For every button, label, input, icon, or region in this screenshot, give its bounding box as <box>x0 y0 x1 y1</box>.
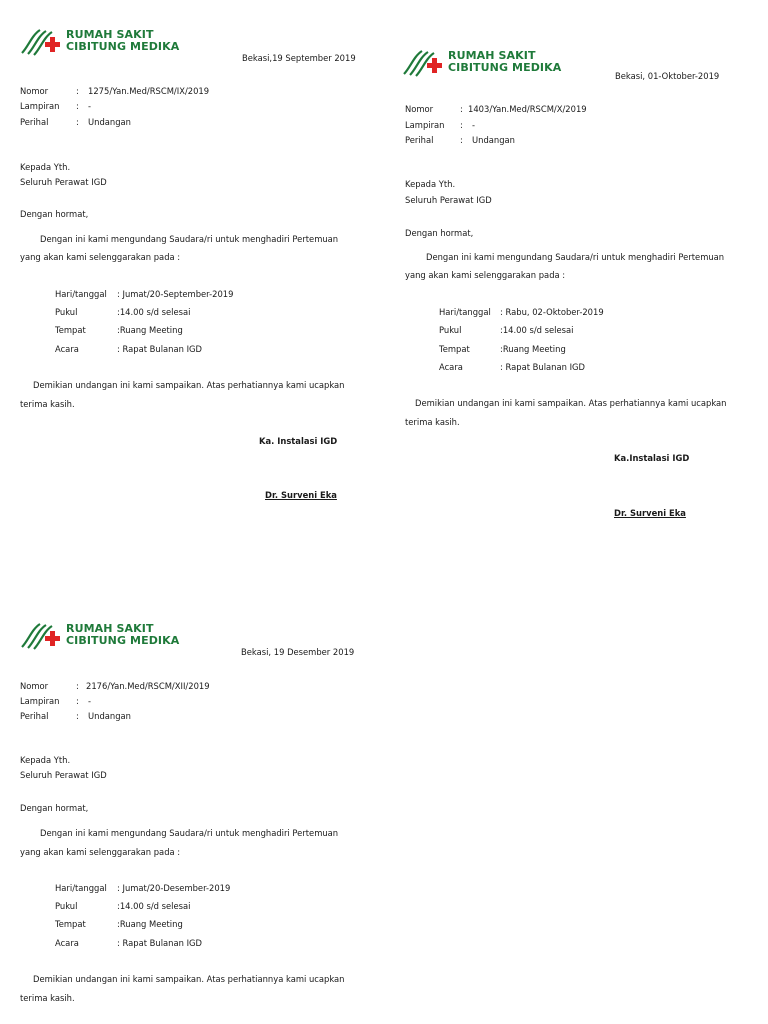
acara-label: Acara <box>55 938 79 948</box>
body-line1: Dengan ini kami mengundang Saudara/ri untuk menghadiri Pertemuan <box>426 252 725 262</box>
recipient-line2: Seluruh Perawat IGD <box>20 770 107 780</box>
body-line2: yang akan kami selenggarakan pada : <box>405 270 566 280</box>
hospital-logo <box>20 621 180 651</box>
letter-desember <box>0 600 384 1024</box>
pukul-label: Pukul <box>55 901 78 911</box>
hospital-logo <box>402 48 562 78</box>
hospital-name-line1: RUMAH SAKIT <box>448 49 536 62</box>
pukul-value: :14.00 s/d selesai <box>117 307 191 317</box>
recipient-line1: Kepada Yth. <box>405 179 456 189</box>
acara-value: : Rapat Bulanan IGD <box>117 344 202 354</box>
nomor-colon: : <box>76 681 79 691</box>
tempat-label: Tempat <box>439 344 470 354</box>
lampiran-value: - <box>88 101 92 111</box>
lampiran-colon: : <box>460 120 463 130</box>
tempat-value: :Ruang Meeting <box>500 344 566 354</box>
hospital-logo-icon <box>20 27 66 57</box>
pukul-label: Pukul <box>439 325 462 335</box>
closing-line2: terima kasih. <box>405 417 460 427</box>
body-line1: Dengan ini kami mengundang Saudara/ri untuk menghadiri Pertemuan <box>40 234 339 244</box>
signatory-title: Ka.Instalasi IGD <box>614 453 690 463</box>
pukul-label: Pukul <box>55 307 78 317</box>
hospital-name-line2: CIBITUNG MEDIKA <box>66 40 180 53</box>
signatory-name: Dr. Surveni Eka <box>614 508 686 518</box>
closing-line1: Demikian undangan ini kami sampaikan. Atas perhatiannya kami ucapkan <box>415 398 727 408</box>
letter-date: Bekasi, 19 Desember 2019 <box>241 647 355 657</box>
nomor-colon: : <box>76 86 79 96</box>
lampiran-label: Lampiran <box>405 120 445 130</box>
nomor-value: 2176/Yan.Med/RSCM/XII/2019 <box>86 681 210 691</box>
acara-label: Acara <box>55 344 79 354</box>
recipient-line1: Kepada Yth. <box>20 755 71 765</box>
tempat-label: Tempat <box>55 325 86 335</box>
perihal-label: Perihal <box>405 135 434 145</box>
hospital-logo-icon <box>20 621 66 651</box>
closing-line1: Demikian undangan ini kami sampaikan. Atas perhatiannya kami ucapkan <box>33 974 345 984</box>
letter-date: Bekasi, 01-Oktober-2019 <box>615 71 720 81</box>
closing-line2: terima kasih. <box>20 399 75 409</box>
greeting: Dengan hormat, <box>405 228 474 238</box>
hospital-logo <box>20 27 180 57</box>
body-line2: yang akan kami selenggarakan pada : <box>20 252 181 262</box>
nomor-label: Nomor <box>405 104 434 114</box>
perihal-value: Undangan <box>88 117 131 127</box>
lampiran-value: - <box>88 696 92 706</box>
hari-label: Hari/tanggal <box>55 289 107 299</box>
hospital-logo-icon <box>402 48 448 78</box>
greeting: Dengan hormat, <box>20 209 89 219</box>
closing-line2: terima kasih. <box>20 993 75 1003</box>
nomor-colon: : <box>460 104 463 114</box>
recipient-line2: Seluruh Perawat IGD <box>20 177 107 187</box>
tempat-value: :Ruang Meeting <box>117 325 183 335</box>
body-line2: yang akan kami selenggarakan pada : <box>20 847 181 857</box>
lampiran-label: Lampiran <box>20 696 60 706</box>
hospital-name-line1: RUMAH SAKIT <box>66 622 154 635</box>
letter-date: Bekasi,19 September 2019 <box>242 53 356 63</box>
recipient-line1: Kepada Yth. <box>20 162 71 172</box>
hari-value: : Jumat/20-Desember-2019 <box>117 883 231 893</box>
perihal-value: Undangan <box>88 711 131 721</box>
tempat-label: Tempat <box>55 919 86 929</box>
nomor-value: 1403/Yan.Med/RSCM/X/2019 <box>468 104 587 114</box>
letter-september <box>0 0 384 520</box>
hari-value: : Jumat/20-September-2019 <box>117 289 234 299</box>
perihal-label: Perihal <box>20 711 49 721</box>
signatory-name: Dr. Surveni Eka <box>265 490 337 500</box>
lampiran-value: - <box>472 120 476 130</box>
body-line1: Dengan ini kami mengundang Saudara/ri untuk menghadiri Pertemuan <box>40 828 339 838</box>
hospital-name-line1: RUMAH SAKIT <box>66 28 154 41</box>
nomor-label: Nomor <box>20 681 49 691</box>
tempat-value: :Ruang Meeting <box>117 919 183 929</box>
lampiran-colon: : <box>76 101 79 111</box>
hari-value: : Rabu, 02-Oktober-2019 <box>500 307 604 317</box>
closing-line1: Demikian undangan ini kami sampaikan. Atas perhatiannya kami ucapkan <box>33 380 345 390</box>
lampiran-label: Lampiran <box>20 101 60 111</box>
perihal-colon: : <box>76 711 79 721</box>
pukul-value: :14.00 s/d selesai <box>117 901 191 911</box>
hari-label: Hari/tanggal <box>55 883 107 893</box>
acara-value: : Rapat Bulanan IGD <box>500 362 585 372</box>
perihal-colon: : <box>76 117 79 127</box>
greeting: Dengan hormat, <box>20 803 89 813</box>
hari-label: Hari/tanggal <box>439 307 491 317</box>
signatory-title: Ka. Instalasi IGD <box>259 436 338 446</box>
recipient-line2: Seluruh Perawat IGD <box>405 195 492 205</box>
pukul-value: :14.00 s/d selesai <box>500 325 574 335</box>
acara-label: Acara <box>439 362 463 372</box>
nomor-label: Nomor <box>20 86 49 96</box>
perihal-colon: : <box>460 135 463 145</box>
lampiran-colon: : <box>76 696 79 706</box>
hospital-name-line2: CIBITUNG MEDIKA <box>448 61 562 74</box>
perihal-label: Perihal <box>20 117 49 127</box>
perihal-value: Undangan <box>472 135 515 145</box>
hospital-name-line2: CIBITUNG MEDIKA <box>66 634 180 647</box>
nomor-value: 1275/Yan.Med/RSCM/IX/2019 <box>88 86 210 96</box>
acara-value: : Rapat Bulanan IGD <box>117 938 202 948</box>
letter-oktober <box>384 0 768 540</box>
